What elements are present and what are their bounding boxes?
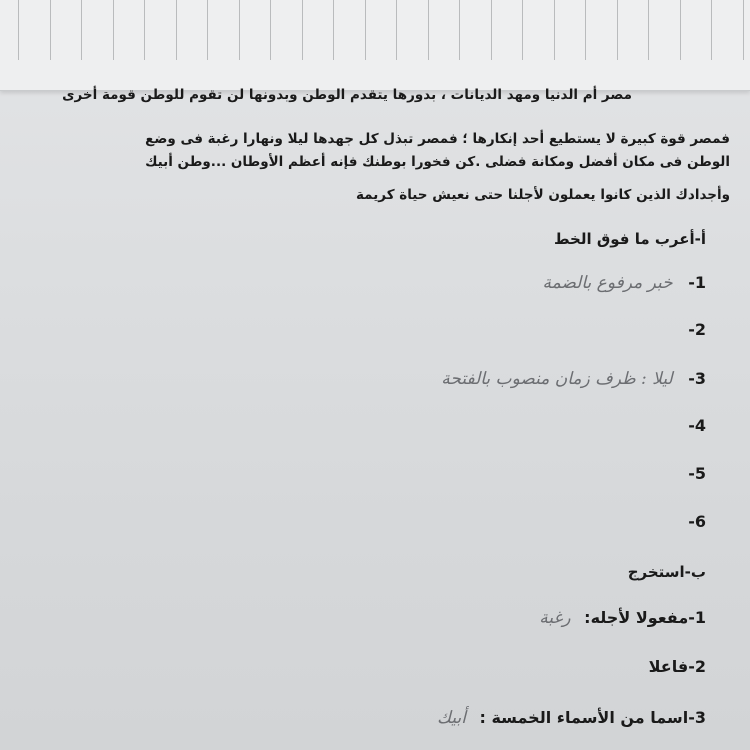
- ruled-line: [365, 0, 366, 60]
- ruled-line: [113, 0, 114, 60]
- handwritten-answer: أبيك: [437, 708, 466, 728]
- ruled-line: [396, 0, 397, 60]
- ruled-paper-strip: [0, 0, 750, 91]
- ruled-line: [270, 0, 271, 60]
- ruled-lines: [0, 0, 750, 60]
- ruled-line: [50, 0, 51, 60]
- paragraph-line-3: الوطن فى مكان أفضل ومكانة فضلى .كن فخورا بوطنك فإنه أعظم الأوطان ...وطن أبيك: [145, 154, 730, 170]
- ruled-line: [617, 0, 618, 60]
- item-label: 1-مفعولا لأجله:: [584, 608, 706, 627]
- section-b-title: ب-استخرج: [627, 563, 706, 581]
- paragraph-line-4: وأجدادك الذين كانوا يعملون لأجلنا حتى نعيش حياة كريمة: [356, 187, 730, 203]
- item-number: 6-: [688, 512, 706, 531]
- section-b-item-1: [539, 608, 706, 628]
- ruled-line: [144, 0, 145, 60]
- ruled-line: [239, 0, 240, 60]
- ruled-line: [18, 0, 19, 60]
- section-a-item-6: [688, 512, 706, 531]
- section-b-item-3: [437, 708, 706, 728]
- ruled-line: [428, 0, 429, 60]
- ruled-line: [333, 0, 334, 60]
- item-label: 2-فاعلا: [648, 657, 706, 676]
- ruled-line: [554, 0, 555, 60]
- ruled-line: [81, 0, 82, 60]
- paragraph-line-1: مصر أم الدنيا ومهد الديانات ، بدورها يتقدم الوطن وبدونها لن تقوم للوطن قومة أخرى: [62, 87, 632, 103]
- section-a-title: أ-أعرب ما فوق الخط: [553, 230, 706, 248]
- ruled-line: [743, 0, 744, 60]
- ruled-line: [680, 0, 681, 60]
- item-label: 3-اسما من الأسماء الخمسة :: [479, 708, 706, 727]
- ruled-line: [522, 0, 523, 60]
- handwritten-answer: ليلا : ظرف زمان منصوب بالفتحة: [441, 369, 673, 389]
- handwritten-answer: رغبة: [539, 608, 571, 628]
- item-number: 1-: [688, 273, 706, 292]
- paragraph-line-2: فمصر قوة كبيرة لا يستطيع أحد إنكارها ؛ فمصر تبذل كل جهدها ليلا ونهارا رغبة فى وضع: [145, 131, 730, 147]
- item-number: 4-: [688, 416, 706, 435]
- section-a-item-5: [688, 464, 706, 483]
- ruled-line: [491, 0, 492, 60]
- ruled-line: [711, 0, 712, 60]
- item-number: 2-: [688, 320, 706, 339]
- handwritten-answer: خبر مرفوع بالضمة: [542, 273, 673, 293]
- ruled-line: [648, 0, 649, 60]
- section-b-item-2: [649, 657, 706, 676]
- ruled-line: [585, 0, 586, 60]
- item-number: 3-: [688, 369, 706, 388]
- ruled-line: [207, 0, 208, 60]
- section-a-item-4: [688, 416, 706, 435]
- section-a-item-3: [441, 369, 706, 389]
- section-a-item-2: [688, 320, 706, 339]
- ruled-line: [176, 0, 177, 60]
- section-a-item-1: [543, 273, 707, 293]
- item-number: 5-: [688, 464, 706, 483]
- ruled-line: [459, 0, 460, 60]
- ruled-line: [302, 0, 303, 60]
